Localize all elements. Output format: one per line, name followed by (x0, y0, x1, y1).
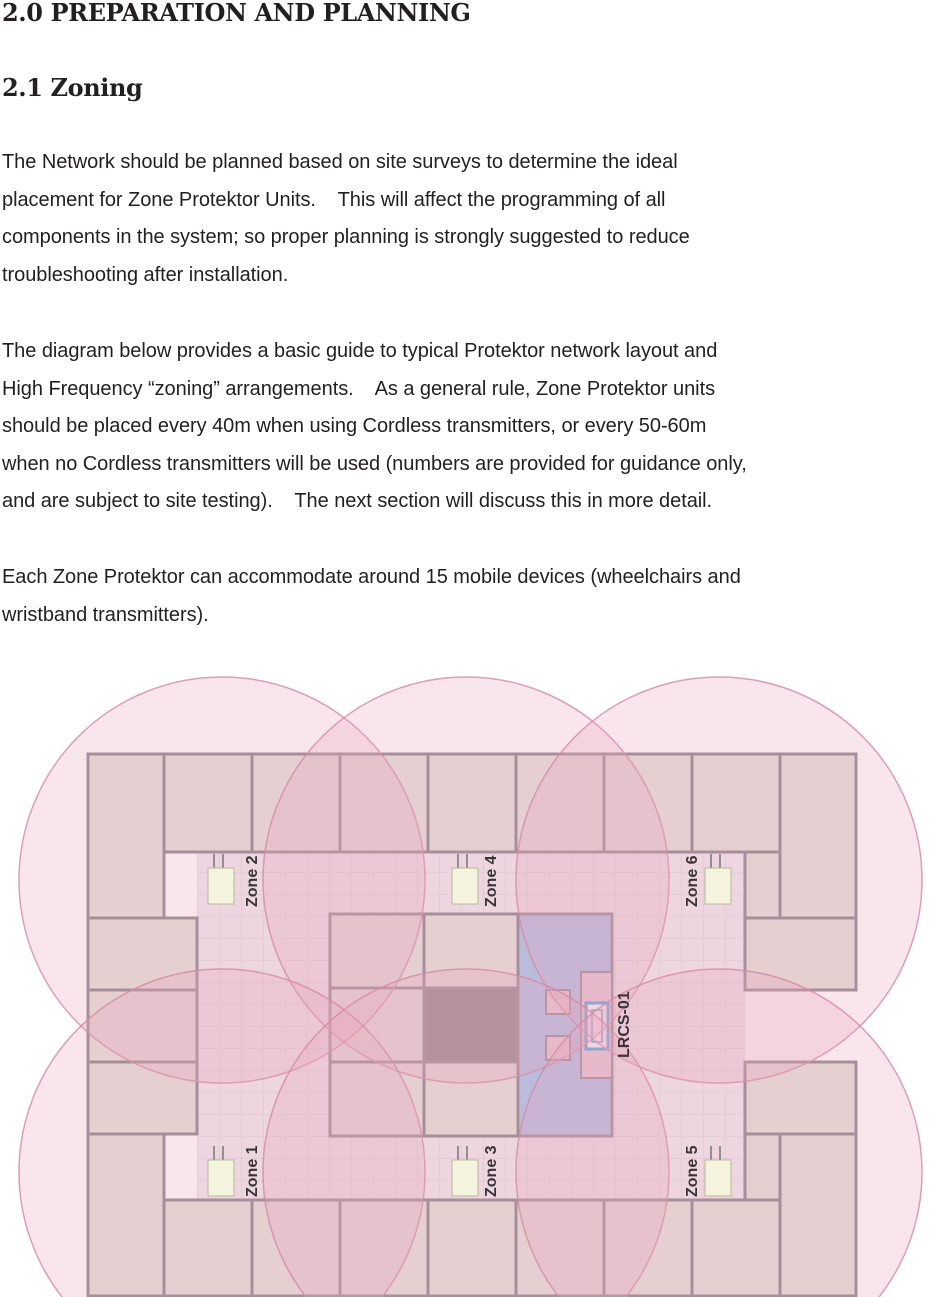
paragraph-capacity: Each Zone Protektor can accommodate around 15 mobile devices (wheelchairs and wristband transmitters). (2, 566, 741, 626)
zoning-diagram (0, 640, 934, 1297)
zone-2-label: Zone 2 (244, 855, 261, 907)
zone-6-label: Zone 6 (684, 855, 701, 907)
section-heading: 2.0 PREPARATION AND PLANNING (2, 0, 471, 27)
lrcs-01-label: LRCS-01 (616, 991, 633, 1058)
paragraph-zoning-guide: The diagram below provides a basic guide to typical Protektor network layout and High Frequency “zoning” arrangements. As a general rule, Zone Protektor units should be placed every 40m when using Cordless transmitters, or every 50-60m when no Cordless transmitters will be used (numbers are provided for guidance only, and are subject to site testing). The next section will discuss this in more detail. (2, 340, 747, 513)
paragraph-network-planning: The Network should be planned based on site surveys to determine the ideal placement for Zone Protektor Units. This will affect the programming of all components in the system; so proper planning is strongly suggested to reduce troubleshooting after installation. (2, 151, 690, 286)
zone-3-label: Zone 3 (483, 1145, 500, 1197)
zone-4-label: Zone 4 (483, 855, 500, 907)
subsection-heading: 2.1 Zoning (2, 73, 143, 102)
zone-5-label: Zone 5 (684, 1145, 701, 1197)
zone-coverage (19, 677, 922, 1297)
zone-1-label: Zone 1 (244, 1145, 261, 1197)
